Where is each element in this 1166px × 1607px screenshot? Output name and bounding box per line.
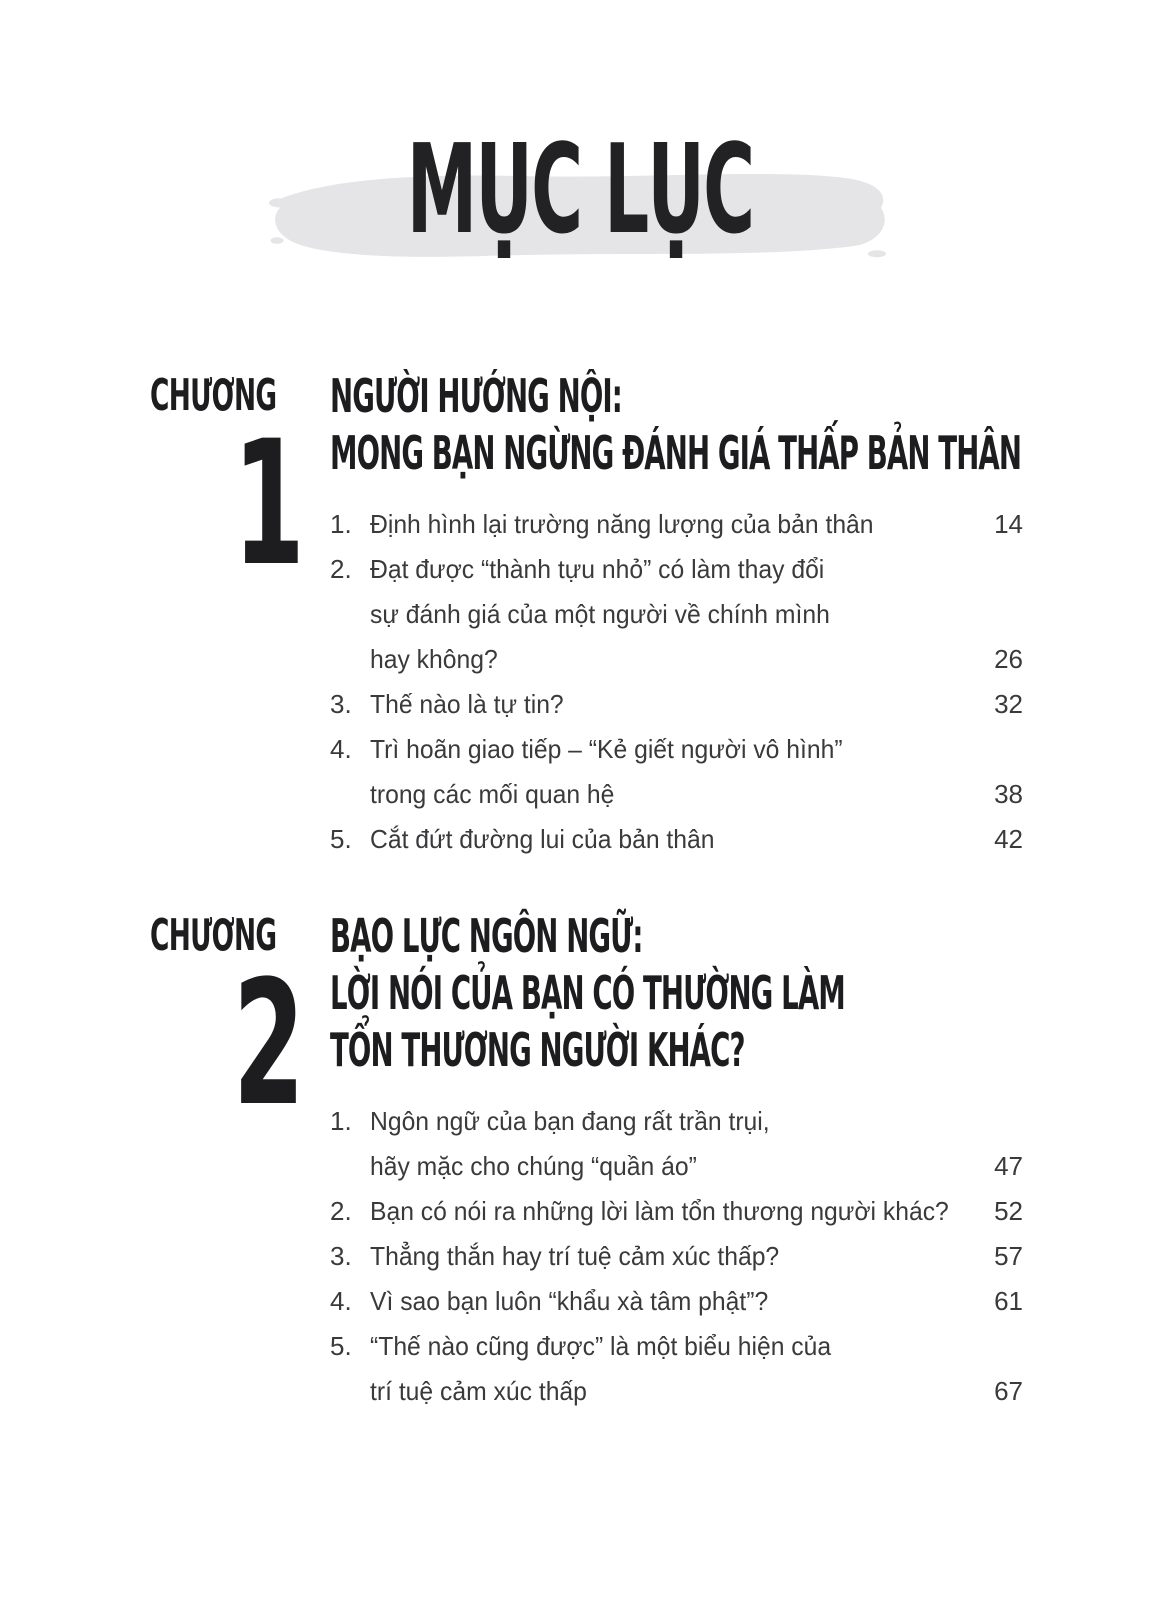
toc-item-line	[330, 592, 1023, 637]
toc-item-number: 1.	[330, 1106, 352, 1136]
chapter-marker	[150, 368, 330, 604]
toc-item-text: Thẳng thắn hay trí tuệ cảm xúc thấp?	[370, 1241, 780, 1271]
toc-item	[330, 1279, 1023, 1324]
toc-item-line	[330, 817, 1023, 862]
toc-item-text: hãy mặc cho chúng “quần áo”	[370, 1151, 697, 1181]
toc-item-page: 14	[994, 509, 1023, 539]
toc-item	[330, 727, 1023, 817]
toc-item-number: 3.	[330, 1241, 352, 1271]
toc-item	[330, 1324, 1023, 1414]
toc-item-page: 47	[994, 1151, 1023, 1181]
toc-item-text: Bạn có nói ra những lời làm tổn thương người khác?	[370, 1196, 949, 1226]
toc-item-number: 5.	[330, 1331, 352, 1361]
toc-item-line	[330, 1189, 1023, 1234]
toc-item-line	[330, 1234, 1023, 1279]
toc-item-line	[330, 1099, 1023, 1144]
page-title: MỤC LỤC	[406, 117, 754, 262]
toc-item-text: hay không?	[370, 644, 498, 674]
chapter-title	[330, 368, 1023, 482]
toc-item	[330, 1234, 1023, 1279]
toc-item-page: 52	[994, 1196, 1023, 1226]
toc-item-text: Thế nào là tự tin?	[370, 689, 564, 719]
chapter-section	[150, 368, 1023, 862]
chapter-title	[330, 908, 1023, 1079]
toc-item-text: trong các mối quan hệ	[370, 779, 615, 809]
chapter-label: CHƯƠNG	[150, 371, 277, 421]
toc-item-text: Trì hoãn giao tiếp – “Kẻ giết người vô hình”	[370, 734, 843, 764]
toc-item-page: 61	[994, 1286, 1023, 1316]
hero-header	[0, 0, 1166, 290]
chapter-title-line: LỜI NÓI CỦA BẠN CÓ THƯỜNG LÀM	[330, 966, 845, 1020]
toc-item-line	[330, 637, 1023, 682]
toc-item-line	[330, 682, 1023, 727]
toc-items	[330, 502, 1023, 862]
toc-item-number: 2.	[330, 1196, 352, 1226]
toc-item-line	[330, 727, 1023, 772]
toc-item-text: trí tuệ cảm xúc thấp	[370, 1376, 587, 1406]
chapter-marker	[150, 908, 330, 1144]
chapter-number: 2	[232, 943, 305, 1144]
chapter-title-line: BẠO LỰC NGÔN NGỮ:	[330, 909, 643, 963]
toc-item-number: 4.	[330, 734, 352, 764]
toc-item-text: Cắt đứt đường lui của bản thân	[370, 824, 715, 854]
chapter-label: CHƯƠNG	[150, 911, 277, 961]
toc-item-text: “Thế nào cũng được” là một biểu hiện của	[370, 1331, 832, 1361]
table-of-contents	[150, 368, 1023, 1414]
toc-item-line	[330, 1324, 1023, 1369]
chapter-title-line: MONG BẠN NGỪNG ĐÁNH GIÁ THẤP BẢN THÂN	[330, 426, 1022, 480]
toc-item-page: 38	[994, 779, 1023, 809]
toc-item-line	[330, 547, 1023, 592]
toc-item-line	[330, 1279, 1023, 1324]
toc-item-text: sự đánh giá của một người về chính mình	[370, 599, 830, 629]
toc-item	[330, 1099, 1023, 1189]
toc-item	[330, 502, 1023, 547]
toc-item-line	[330, 502, 1023, 547]
toc-item-text: Vì sao bạn luôn “khẩu xà tâm phật”?	[370, 1286, 769, 1316]
toc-item-page: 57	[994, 1241, 1023, 1271]
toc-item-text: Ngôn ngữ của bạn đang rất trần trụi,	[370, 1106, 770, 1136]
toc-item-page: 67	[994, 1376, 1023, 1406]
chapter-content	[330, 368, 1023, 862]
chapter-title-line: NGƯỜI HƯỚNG NỘI:	[330, 369, 622, 423]
toc-item-text: Đạt được “thành tựu nhỏ” có làm thay đổi	[370, 554, 825, 584]
toc-item	[330, 1189, 1023, 1234]
toc-item-number: 4.	[330, 1286, 352, 1316]
toc-item-number: 2.	[330, 554, 352, 584]
chapter-section	[150, 908, 1023, 1414]
chapter-number: 1	[232, 403, 305, 604]
chapter-content	[330, 908, 1023, 1414]
toc-item-line	[330, 1144, 1023, 1189]
toc-item-page: 42	[994, 824, 1023, 854]
toc-item	[330, 682, 1023, 727]
toc-item	[330, 817, 1023, 862]
toc-item-line	[330, 772, 1023, 817]
toc-item-number: 1.	[330, 509, 352, 539]
toc-item-line	[330, 1369, 1023, 1414]
toc-item-page: 26	[994, 644, 1023, 674]
toc-item-number: 3.	[330, 689, 352, 719]
toc-item-text: Định hình lại trường năng lượng của bản thân	[370, 509, 874, 539]
toc-item-number: 5.	[330, 824, 352, 854]
toc-items	[330, 1099, 1023, 1414]
toc-item-page: 32	[994, 689, 1023, 719]
toc-item	[330, 547, 1023, 682]
chapter-title-line: TỔN THƯƠNG NGƯỜI KHÁC?	[330, 1023, 745, 1077]
